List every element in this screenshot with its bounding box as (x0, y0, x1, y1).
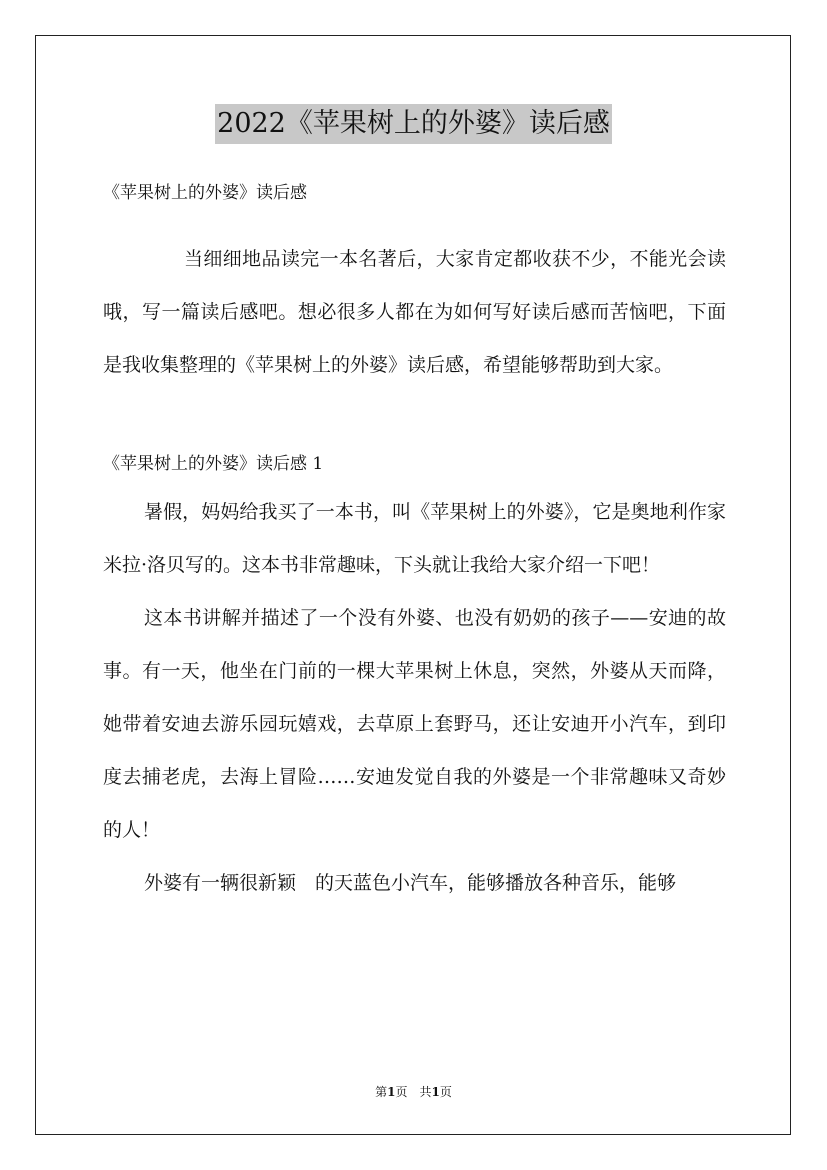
body-paragraph: 外婆有一辆很新颖 的天蓝色小汽车，能够播放各种音乐，能够 (144, 872, 677, 894)
body-paragraph: 这本书讲解并描述了一个没有外婆、也没有奶奶的孩子——安迪的故事。有一天，他坐在门前的一棵大苹果树上休息，突然，外婆从天而降，她带着安迪去游乐园玩嬉戏，去草原上套野马，还让安迪开小汽车，到印度去捕老虎，去海上冒险……安迪发觉自我的外婆是一个非常趣味又奇妙的人！ (103, 607, 726, 841)
footer-page-suffix: 页 (439, 1085, 452, 1099)
document-title (0, 101, 827, 144)
section-heading: 《苹果树上的外婆》读后感 1 (103, 454, 324, 474)
document-subtitle: 《苹果树上的外婆》读后感 (103, 183, 307, 203)
footer-page-prefix: 第 (375, 1085, 388, 1099)
intro-paragraph: 当细细地品读完一本名著后，大家肯定都收获不少，不能光会读哦，写一篇读后感吧。想必很多人都在为如何写好读后感而苦恼吧，下面是我收集整理的《苹果树上的外婆》读后感，希望能够帮助到大家。 (103, 248, 726, 376)
footer-page-total: 1 (431, 1085, 440, 1099)
footer-page-number: 1 (387, 1085, 396, 1099)
footer-page-mid: 页 共 (395, 1085, 432, 1099)
document-title-text: 2022《苹果树上的外婆》读后感 (215, 104, 612, 144)
body-paragraph: 暑假，妈妈给我买了一本书，叫《苹果树上的外婆》，它是奥地利作家米拉·洛贝写的。这本书非常趣味，下头就让我给大家介绍一下吧！ (103, 501, 726, 576)
document-body (103, 175, 726, 910)
page-footer (0, 1083, 827, 1101)
